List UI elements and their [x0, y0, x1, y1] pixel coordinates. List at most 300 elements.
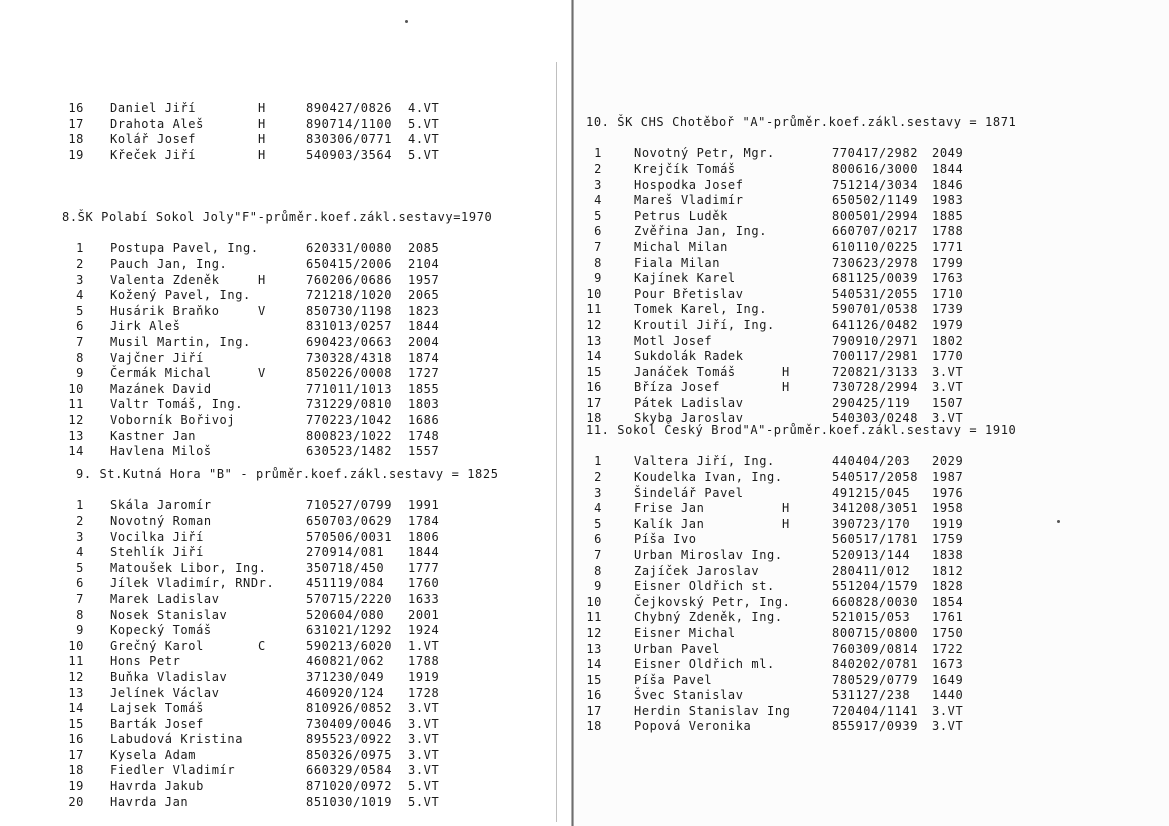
- player-id: 720821/3133: [832, 364, 919, 379]
- player-coefficient: 1739: [932, 302, 964, 317]
- player-number: 9: [594, 271, 602, 286]
- player-number: 10: [68, 638, 84, 653]
- player-coefficient: 3.VT: [408, 747, 440, 762]
- player-id: 760206/0686: [306, 272, 393, 287]
- player-coefficient: 3.VT: [932, 380, 964, 395]
- player-name: Kroutil Jiří, Ing.: [634, 317, 775, 332]
- player-id: 650415/2006: [306, 256, 393, 271]
- player-coefficient: 1987: [932, 469, 964, 484]
- player-name: Bříza Josef: [634, 380, 721, 395]
- player-number: 10: [586, 286, 602, 301]
- player-name: Krejčík Tomáš: [634, 161, 736, 176]
- player-row: [62, 576, 485, 592]
- player-id: 590213/6020: [306, 638, 393, 653]
- player-name: Jílek Vladimír, RNDr.: [110, 576, 275, 591]
- player-row: [62, 701, 485, 717]
- player-coefficient: 1803: [408, 397, 440, 412]
- player-id: 810926/0852: [306, 701, 393, 716]
- player-name: Tomek Karel, Ing.: [634, 302, 768, 317]
- player-flag: H: [258, 132, 266, 147]
- player-name: Hospodka Josef: [634, 177, 744, 192]
- player-number: 18: [586, 719, 602, 734]
- player-name: Urban Pavel: [634, 641, 721, 656]
- player-id: 770417/2982: [832, 146, 919, 161]
- player-name: Matoušek Libor, Ing.: [110, 560, 267, 575]
- player-number: 2: [76, 256, 84, 271]
- player-row: [586, 626, 1016, 642]
- player-number: 18: [68, 763, 84, 778]
- player-number: 14: [68, 444, 84, 459]
- player-number: 7: [594, 239, 602, 254]
- player-name: Skyba Jaroslav: [634, 411, 744, 426]
- player-row: [586, 470, 1016, 486]
- player-id: 660828/0030: [832, 594, 919, 609]
- player-row: [586, 224, 1016, 240]
- player-id: 630523/1482: [306, 444, 393, 459]
- player-coefficient: 5.VT: [408, 116, 440, 131]
- player-id: 491215/045: [832, 485, 911, 500]
- player-row: [586, 240, 1016, 256]
- section-title: 11. Sokol Český Brod"A"-průměr.koef.zákl.sestavy = 1910: [586, 423, 1017, 438]
- player-name: Křeček Jiří: [110, 147, 197, 162]
- player-coefficient: 1991: [408, 498, 440, 513]
- player-coefficient: 1777: [408, 560, 440, 575]
- player-coefficient: 3.VT: [408, 763, 440, 778]
- section-title: 9. St.Kutná Hora "B" - průměr.koef.zákl.sestavy = 1825: [76, 467, 499, 482]
- player-id: 850326/0975: [306, 747, 393, 762]
- player-name: Kastner Jan: [110, 428, 197, 443]
- player-number: 8: [594, 255, 602, 270]
- player-number: 11: [586, 302, 602, 317]
- player-flag: H: [258, 116, 266, 131]
- player-coefficient: 4.VT: [408, 132, 440, 147]
- player-id: 551204/1579: [832, 579, 919, 594]
- player-id: 341208/3051: [832, 501, 919, 516]
- player-number: 16: [586, 380, 602, 395]
- player-id: 721218/1020: [306, 288, 393, 303]
- player-name: Píša Pavel: [634, 672, 713, 687]
- player-number: 7: [76, 591, 84, 606]
- player-id: 730409/0046: [306, 716, 393, 731]
- player-number: 5: [594, 208, 602, 223]
- player-id: 700117/2981: [832, 349, 919, 364]
- player-number: 12: [586, 317, 602, 332]
- player-name: Nosek Stanislav: [110, 607, 228, 622]
- player-coefficient: 2001: [408, 607, 440, 622]
- player-number: 15: [586, 364, 602, 379]
- player-flag: V: [258, 303, 266, 318]
- player-flag: H: [258, 272, 266, 287]
- player-flag: V: [258, 366, 266, 381]
- player-number: 12: [586, 625, 602, 640]
- player-name: Daniel Jiří: [110, 101, 197, 115]
- player-coefficient: 2004: [408, 334, 440, 349]
- player-row: [62, 732, 485, 748]
- player-number: 12: [68, 669, 84, 684]
- player-id: 521015/053: [832, 610, 911, 625]
- player-row: [586, 349, 1016, 365]
- player-name: Michal Milan: [634, 239, 728, 254]
- player-name: Petrus Luděk: [634, 208, 728, 223]
- player-number: 15: [68, 716, 84, 731]
- player-number: 5: [76, 303, 84, 318]
- player-name: Šindelář Pavel: [634, 485, 744, 500]
- player-id: 631021/1292: [306, 623, 393, 638]
- player-id: 895523/0922: [306, 732, 393, 747]
- player-row: [586, 657, 1016, 673]
- player-coefficient: 1823: [408, 303, 440, 318]
- player-number: 8: [594, 563, 602, 578]
- player-number: 14: [68, 701, 84, 716]
- player-name: Skála Jaromír: [110, 498, 212, 513]
- player-name: Jirk Aleš: [110, 319, 181, 334]
- player-coefficient: 1784: [408, 513, 440, 528]
- player-row: [62, 686, 485, 702]
- player-number: 10: [586, 594, 602, 609]
- player-row: [586, 209, 1016, 225]
- player-number: 1: [76, 241, 84, 256]
- player-name: Fiala Milan: [634, 255, 721, 270]
- player-coefficient: 3.VT: [932, 719, 964, 734]
- player-id: 531127/238: [832, 688, 911, 703]
- player-coefficient: 1885: [932, 208, 964, 223]
- player-number: 8: [76, 607, 84, 622]
- player-number: 3: [594, 177, 602, 192]
- paper-speck: [405, 20, 408, 23]
- player-name: Píša Ivo: [634, 532, 697, 547]
- player-name: Švec Stanislav: [634, 688, 744, 703]
- player-name: Havrda Jakub: [110, 779, 204, 794]
- player-id: 350718/450: [306, 560, 385, 575]
- player-name: Kajínek Karel: [634, 271, 736, 286]
- player-row: [62, 545, 485, 561]
- player-id: 720404/1141: [832, 703, 919, 718]
- player-row: [586, 501, 1016, 517]
- player-name: Pour Břetislav: [634, 286, 744, 301]
- player-coefficient: 1761: [932, 610, 964, 625]
- player-row: [62, 530, 485, 546]
- player-name: Kolář Josef: [110, 132, 197, 147]
- player-name: Buňka Vladislav: [110, 669, 228, 684]
- player-id: 681125/0039: [832, 271, 919, 286]
- player-name: Postupa Pavel, Ing.: [110, 241, 259, 256]
- player-name: Havlena Miloš: [110, 444, 212, 459]
- roster-section: [62, 436, 499, 810]
- player-coefficient: 1958: [932, 501, 964, 516]
- player-row: [586, 256, 1016, 272]
- player-number: 17: [586, 703, 602, 718]
- player-coefficient: 5.VT: [408, 794, 440, 809]
- player-name: Hons Petr: [110, 654, 181, 669]
- player-coefficient: 1844: [408, 545, 440, 560]
- player-row: [586, 271, 1016, 287]
- player-flag: H: [258, 147, 266, 162]
- player-coefficient: 1686: [408, 412, 440, 427]
- player-id: 760309/0814: [832, 641, 919, 656]
- player-name: Fiedler Vladimír: [110, 763, 236, 778]
- player-id: 800501/2994: [832, 208, 919, 223]
- section-title: 10. ŠK CHS Chotěboř "A"-průměr.koef.zákl.sestavy = 1871: [586, 115, 1017, 130]
- player-coefficient: 1957: [408, 272, 440, 287]
- player-id: 290425/119: [832, 395, 911, 410]
- player-row: [62, 717, 485, 733]
- player-row: [586, 146, 1016, 162]
- player-name: Mazánek David: [110, 381, 212, 396]
- player-id: 730728/2994: [832, 380, 919, 395]
- player-name: Lajsek Tomáš: [110, 701, 204, 716]
- player-coefficient: 1759: [932, 532, 964, 547]
- player-name: Kysela Adam: [110, 747, 197, 762]
- player-row: [62, 592, 485, 608]
- player-name: Valtr Tomáš, Ing.: [110, 397, 244, 412]
- player-id: 650502/1149: [832, 193, 919, 208]
- player-coefficient: 1633: [408, 591, 440, 606]
- player-number: 8: [76, 350, 84, 365]
- player-coefficient: 1507: [932, 395, 964, 410]
- player-name: Zajíček Jaroslav: [634, 563, 760, 578]
- player-id: 620331/0080: [306, 241, 393, 256]
- player-row: [62, 335, 492, 351]
- player-number: 14: [586, 657, 602, 672]
- player-number: 12: [68, 412, 84, 427]
- player-id: 831013/0257: [306, 319, 393, 334]
- player-id: 890427/0826: [306, 101, 393, 115]
- player-row: [62, 366, 492, 382]
- player-id: 641126/0482: [832, 317, 919, 332]
- player-row: [586, 302, 1016, 318]
- player-coefficient: 1812: [932, 563, 964, 578]
- player-id: 570506/0031: [306, 529, 393, 544]
- player-row: [62, 763, 485, 779]
- player-name: Vajčner Jiří: [110, 350, 204, 365]
- player-number: 1: [76, 498, 84, 513]
- player-row: [62, 498, 485, 514]
- player-id: 540303/0248: [832, 411, 919, 426]
- player-number: 13: [68, 685, 84, 700]
- player-coefficient: 1919: [408, 669, 440, 684]
- player-row: [62, 319, 492, 335]
- player-row: [62, 288, 492, 304]
- player-row: [62, 795, 485, 811]
- player-number: 16: [586, 688, 602, 703]
- player-name: Musil Martin, Ing.: [110, 334, 251, 349]
- player-coefficient: 1838: [932, 547, 964, 562]
- player-number: 17: [586, 395, 602, 410]
- player-number: 11: [586, 610, 602, 625]
- player-number: 3: [594, 485, 602, 500]
- player-number: 6: [76, 576, 84, 591]
- player-row: [62, 748, 485, 764]
- player-row: [586, 486, 1016, 502]
- player-coefficient: 1802: [932, 333, 964, 348]
- player-name: Urban Miroslav Ing.: [634, 547, 783, 562]
- player-name: Kopecký Tomáš: [110, 623, 212, 638]
- player-coefficient: 2085: [408, 241, 440, 256]
- player-id: 650703/0629: [306, 513, 393, 528]
- player-name: Frise Jan: [634, 501, 705, 516]
- player-coefficient: 1979: [932, 317, 964, 332]
- player-name: Stehlík Jiří: [110, 545, 204, 560]
- player-row: [62, 639, 485, 655]
- player-coefficient: 1844: [932, 161, 964, 176]
- player-number: 14: [586, 349, 602, 364]
- player-id: 790910/2971: [832, 333, 919, 348]
- player-number: 6: [594, 224, 602, 239]
- player-number: 4: [594, 193, 602, 208]
- player-number: 6: [76, 319, 84, 334]
- player-id: 800616/3000: [832, 161, 919, 176]
- player-id: 540903/3564: [306, 147, 393, 162]
- player-id: 850226/0008: [306, 366, 393, 381]
- player-coefficient: 3.VT: [932, 411, 964, 426]
- player-name: Labudová Kristina: [110, 732, 244, 747]
- player-number: 15: [586, 672, 602, 687]
- player-row: [62, 670, 485, 686]
- player-id: 280411/012: [832, 563, 911, 578]
- player-coefficient: 3.VT: [932, 703, 964, 718]
- player-id: 460920/124: [306, 685, 385, 700]
- player-coefficient: 1788: [932, 224, 964, 239]
- player-name: Mareš Vladimír: [634, 193, 744, 208]
- player-row: [586, 673, 1016, 689]
- player-coefficient: 1788: [408, 654, 440, 669]
- player-number: 16: [68, 732, 84, 747]
- player-id: 780529/0779: [832, 672, 919, 687]
- player-name: Grečný Karol: [110, 638, 204, 653]
- player-id: 840202/0781: [832, 657, 919, 672]
- player-coefficient: 1854: [932, 594, 964, 609]
- player-name: Pauch Jan, Ing.: [110, 256, 228, 271]
- player-coefficient: 5.VT: [408, 147, 440, 162]
- player-id: 590701/0538: [832, 302, 919, 317]
- player-id: 660707/0217: [832, 224, 919, 239]
- player-coefficient: 1728: [408, 685, 440, 700]
- player-name: Eisner Oldřich st.: [634, 579, 775, 594]
- player-row: [586, 454, 1016, 470]
- player-id: 451119/084: [306, 576, 385, 591]
- section-title: 8.ŠK Polabí Sokol Joly"F"-průměr.koef.zákl.sestavy=1970: [62, 210, 493, 225]
- player-name: Motl Josef: [634, 333, 713, 348]
- paper-speck: [1057, 520, 1060, 523]
- player-row: [62, 654, 485, 670]
- player-coefficient: 1874: [408, 350, 440, 365]
- player-row: [586, 334, 1016, 350]
- roster-section: [586, 84, 1016, 427]
- player-coefficient: 2029: [932, 454, 964, 469]
- player-name: Zvěřina Jan, Ing.: [634, 224, 768, 239]
- player-name: Novotný Roman: [110, 513, 212, 528]
- player-name: Drahota Aleš: [110, 116, 204, 131]
- player-name: Barták Josef: [110, 716, 204, 731]
- player-coefficient: 1770: [932, 349, 964, 364]
- player-name: Koudelka Ivan, Ing.: [634, 469, 783, 484]
- player-name: Kožený Pavel, Ing.: [110, 288, 251, 303]
- player-name: Novotný Petr, Mgr.: [634, 146, 775, 161]
- player-coefficient: 1722: [932, 641, 964, 656]
- player-flag: H: [782, 364, 790, 379]
- player-coefficient: 2049: [932, 146, 964, 161]
- player-coefficient: 1919: [932, 516, 964, 531]
- player-id: 830306/0771: [306, 132, 393, 147]
- player-coefficient: 3.VT: [932, 364, 964, 379]
- player-name: Valenta Zdeněk: [110, 272, 220, 287]
- player-coefficient: 1799: [932, 255, 964, 270]
- player-id: 520913/144: [832, 547, 911, 562]
- player-coefficient: 1440: [932, 688, 964, 703]
- player-coefficient: 1760: [408, 576, 440, 591]
- player-id: 731229/0810: [306, 397, 393, 412]
- player-name: Marek Ladislav: [110, 591, 220, 606]
- player-id: 871020/0972: [306, 779, 393, 794]
- player-row: [62, 304, 492, 320]
- player-row: [62, 413, 492, 429]
- player-coefficient: 1.VT: [408, 638, 440, 653]
- player-coefficient: 3.VT: [408, 716, 440, 731]
- player-id: 851030/1019: [306, 794, 393, 809]
- player-id: 540531/2055: [832, 286, 919, 301]
- page-spine: [571, 0, 574, 826]
- player-number: 2: [594, 161, 602, 176]
- player-id: 520604/080: [306, 607, 385, 622]
- player-row: [586, 548, 1016, 564]
- player-number: 4: [76, 288, 84, 303]
- player-coefficient: 5.VT: [408, 779, 440, 794]
- player-coefficient: 1976: [932, 485, 964, 500]
- player-id: 850730/1198: [306, 303, 393, 318]
- player-row: [586, 704, 1016, 720]
- player-row: [62, 514, 485, 530]
- player-number: 13: [586, 641, 602, 656]
- player-coefficient: 1844: [408, 319, 440, 334]
- player-number: 1: [594, 454, 602, 469]
- player-row: [62, 561, 485, 577]
- player-row: [586, 517, 1016, 533]
- player-name: Chybný Zdeněk, Ing.: [634, 610, 783, 625]
- player-flag: H: [782, 501, 790, 516]
- player-name: Jelínek Václav: [110, 685, 220, 700]
- player-coefficient: 1846: [932, 177, 964, 192]
- player-id: 730328/4318: [306, 350, 393, 365]
- player-number: 11: [68, 397, 84, 412]
- player-id: 560517/1781: [832, 532, 919, 547]
- player-row: [586, 532, 1016, 548]
- player-name: Kalík Jan: [634, 516, 705, 531]
- player-id: 371230/049: [306, 669, 385, 684]
- player-name: Husárik Braňko: [110, 303, 220, 318]
- player-number: 13: [68, 428, 84, 443]
- player-name: Havrda Jan: [110, 794, 189, 809]
- player-number: 19: [68, 147, 84, 162]
- player-coefficient: 2065: [408, 288, 440, 303]
- player-row: [62, 257, 492, 273]
- player-flag: H: [258, 101, 266, 115]
- player-number: 5: [594, 516, 602, 531]
- player-row: [62, 623, 485, 639]
- player-id: 460821/062: [306, 654, 385, 669]
- player-coefficient: 1673: [932, 657, 964, 672]
- page-edge-line: [556, 62, 557, 822]
- player-number: 2: [594, 469, 602, 484]
- player-id: 730623/2978: [832, 255, 919, 270]
- player-number: 6: [594, 532, 602, 547]
- player-name: Čejkovský Petr, Ing.: [634, 594, 791, 609]
- player-id: 690423/0663: [306, 334, 393, 349]
- player-number: 16: [68, 101, 84, 115]
- player-name: Pátek Ladislav: [634, 395, 744, 410]
- player-row: [586, 564, 1016, 580]
- player-row: [586, 162, 1016, 178]
- player-row: [586, 642, 1016, 658]
